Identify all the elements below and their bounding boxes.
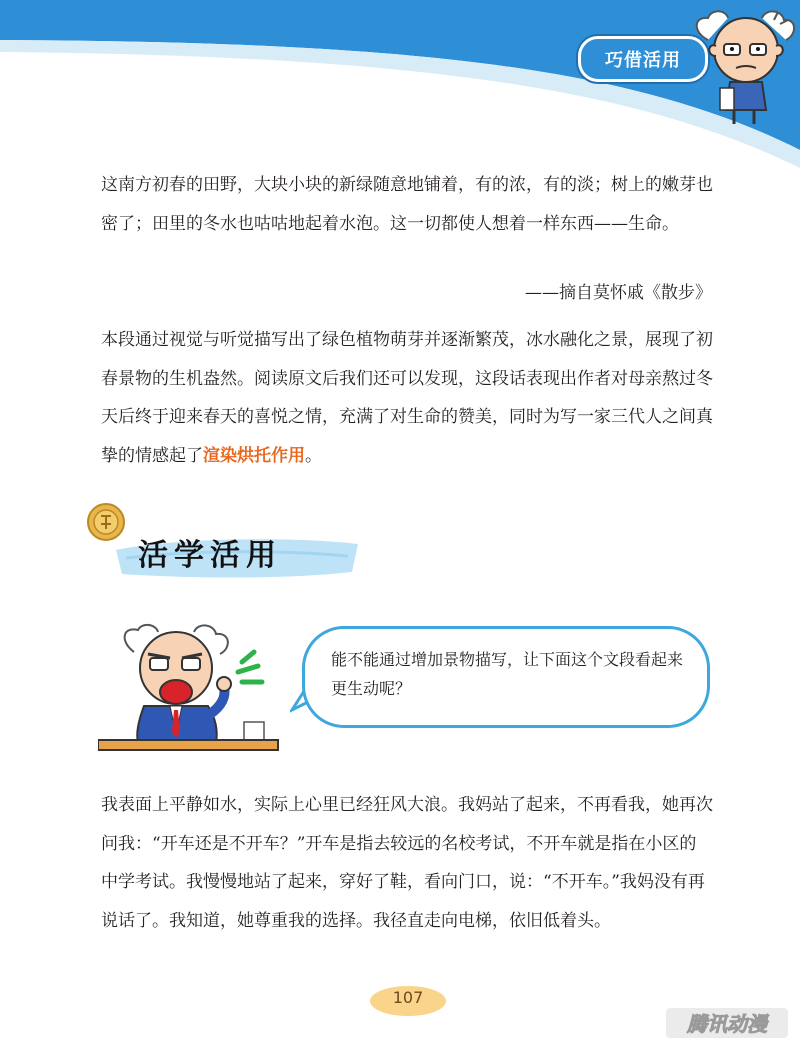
analysis-end: 。 xyxy=(305,445,322,466)
excerpt-source: ——摘自莫怀戚《散步》 xyxy=(525,283,712,303)
section-title: 活学活用 xyxy=(138,538,282,573)
coin-icon xyxy=(86,502,126,542)
professor-desk-illustration xyxy=(98,622,288,754)
header-tab xyxy=(578,36,708,82)
speech-bubble xyxy=(302,626,710,728)
page-number: 107 xyxy=(392,988,424,1007)
header-tab-label: 巧借活用 xyxy=(605,50,681,71)
section-heading xyxy=(86,502,386,582)
professor-illustration xyxy=(690,6,800,124)
excerpt-paragraph: 这南方初春的田野，大块小块的新绿随意地铺着，有的浓，有的淡；树上的嫩芽也密了；田里的冬水也咕咕地起着水泡。这一切都使人想着一样东西——生命。 xyxy=(101,175,713,234)
svg-text:腾讯动漫: 腾讯动漫 xyxy=(687,1012,767,1036)
exercise-passage: 我表面上平静如水，实际上心里已经狂风大浪。我妈站了起来，不再看我，她再次问我：“开车还是不开车？”开车是指去较远的名校考试，不开车就是指在小区的中学考试。我慢慢地站了起来，穿好了鞋，看向门口，说：“不开车。”我妈没有再说话了。我知道，她尊重我的选择。我径直走向电梯，依旧低着头。 xyxy=(101,795,713,931)
analysis-highlight: 渲染烘托作用 xyxy=(203,445,305,466)
header-band xyxy=(0,0,800,170)
analysis-text: 本段通过视觉与听觉描写出了绿色植物萌芽并逐渐繁茂，冰水融化之景，展现了初春景物的生机盎然。阅读原文后我们还可以发现，这段话表现出作者对母亲熬过冬天后终于迎来春天的喜悦之情，充满了对生命的赞美，同时为写一家三代人之间真挚的情感起了 xyxy=(101,330,713,466)
watermark-logo xyxy=(664,1004,790,1042)
analysis-paragraph xyxy=(101,321,713,475)
speech-bubble-text: 能不能通过增加景物描写，让下面这个文段看起来更生动呢？ xyxy=(331,650,684,698)
